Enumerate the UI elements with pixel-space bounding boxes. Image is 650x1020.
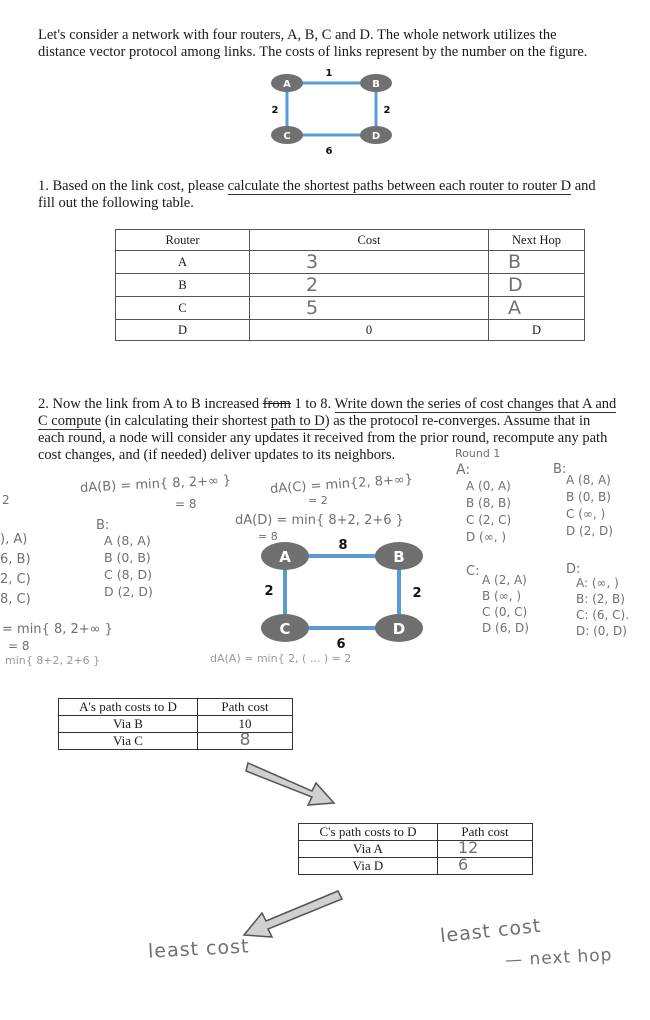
q2-line-2 bbox=[38, 413, 628, 430]
left-edge-line: 6, B) bbox=[0, 552, 31, 567]
diagram2-label-a: A bbox=[279, 548, 291, 566]
q1-line-1 bbox=[38, 178, 628, 195]
router-cell: D bbox=[116, 320, 250, 341]
right-d-line: D: (0, D) bbox=[576, 624, 627, 638]
right-b-line: C (∞, ) bbox=[566, 507, 606, 521]
diagram2-label-d: D bbox=[392, 620, 406, 638]
router-cell: A bbox=[116, 251, 250, 274]
diagram1-label-a: A bbox=[283, 79, 291, 90]
right-c-line: C (0, C) bbox=[482, 605, 528, 619]
router-cell: C bbox=[116, 297, 250, 320]
left-b-line: B (0, B) bbox=[104, 550, 151, 565]
right-a-line: C (2, C) bbox=[466, 513, 512, 527]
table-row bbox=[59, 716, 293, 733]
q2-underlined-path: path to D bbox=[270, 413, 325, 429]
c-via: Via A bbox=[299, 841, 438, 858]
left-b-line: C (8, D) bbox=[104, 567, 152, 582]
network-diagram-1 bbox=[255, 60, 415, 160]
diagram1-cost-ab: 1 bbox=[325, 68, 333, 79]
right-c-table bbox=[482, 572, 529, 636]
right-d-line: A: (∞, ) bbox=[576, 576, 619, 590]
a-via: Via C bbox=[59, 733, 198, 750]
intro-paragraph bbox=[38, 27, 628, 61]
table-row bbox=[116, 274, 585, 297]
c-header-cost: Path cost bbox=[438, 824, 533, 841]
table-header-row bbox=[299, 824, 533, 841]
a-header-cost: Path cost bbox=[198, 699, 293, 716]
next-hop-cell bbox=[489, 251, 585, 274]
right-a-table bbox=[466, 478, 511, 546]
eq-da-c: dA(C) = min{2, 8+∞} bbox=[269, 472, 414, 497]
a-cost-cell bbox=[198, 730, 293, 750]
q2-strikethrough: from bbox=[262, 396, 291, 412]
c-cost-hand: 12 bbox=[458, 838, 479, 857]
right-a-label: A: bbox=[456, 462, 471, 478]
intro-line-1: Let's consider a network with four routers, A, B, C and D. The whole network utilizes the bbox=[38, 27, 557, 43]
next-hop-cell bbox=[489, 297, 585, 320]
diagram1-cost-ac: 2 bbox=[271, 105, 279, 116]
right-b-line: D (2, D) bbox=[566, 524, 613, 538]
next-hop-cell bbox=[489, 274, 585, 297]
q1-text: 1. Based on the link cost, please bbox=[38, 178, 228, 194]
q2-text-c: ) as the protocol re-converges. Assume that in bbox=[324, 413, 591, 429]
diagram1-label-b: B bbox=[372, 79, 380, 90]
right-b-table bbox=[566, 472, 613, 540]
cost-value: 3 bbox=[306, 251, 319, 273]
left-b-line: A (8, A) bbox=[104, 533, 151, 548]
c-via: Via D bbox=[299, 858, 438, 875]
diagram1-label-c: C bbox=[283, 131, 291, 142]
shortest-path-table bbox=[115, 229, 585, 341]
eq-da-d-result: = 8 bbox=[258, 530, 278, 543]
table-row bbox=[299, 841, 533, 858]
left-b-line: D (2, D) bbox=[104, 584, 153, 599]
left-edge-column bbox=[0, 530, 31, 610]
q2-underlined-c: C compute bbox=[38, 413, 102, 429]
diagram2-cost-ab: 8 bbox=[338, 538, 348, 553]
q1-text-end: and bbox=[571, 178, 596, 194]
table-header-row bbox=[116, 230, 585, 251]
header-router: Router bbox=[116, 230, 250, 251]
a-header: A's path costs to D bbox=[59, 699, 198, 716]
a-cost-hand: 8 bbox=[239, 730, 251, 750]
a-cost: 10 bbox=[198, 716, 293, 733]
next-hop-cell: D bbox=[489, 320, 585, 341]
diagram2-label-b: B bbox=[393, 548, 405, 566]
cost-value: 5 bbox=[306, 297, 319, 319]
table-row bbox=[116, 251, 585, 274]
right-c-line: A (2, A) bbox=[482, 573, 527, 587]
header-next-hop: Next Hop bbox=[489, 230, 585, 251]
right-a-line: A (0, A) bbox=[466, 479, 511, 493]
cost-value: 2 bbox=[306, 274, 319, 296]
right-a-line: B (8, B) bbox=[466, 496, 511, 510]
diagram2-cost-ac: 2 bbox=[264, 584, 274, 599]
left-edge-line: ), A) bbox=[0, 532, 28, 547]
right-d-line: B: (2, B) bbox=[576, 592, 625, 606]
bottom-partial-eq-2: dA(A) = min{ 2, ( ... ) = 2 bbox=[210, 652, 352, 665]
eq-da-b-result: = 8 bbox=[175, 497, 197, 511]
eq-da-c-result: = 2 bbox=[308, 494, 328, 507]
diagram2-links bbox=[285, 556, 399, 628]
a-path-cost-table bbox=[58, 698, 293, 750]
least-cost-right: least cost bbox=[439, 914, 543, 948]
diagram2-label-c: C bbox=[279, 620, 291, 638]
diagram1-cost-bd: 2 bbox=[383, 105, 391, 116]
q1-line-2: fill out the following table. bbox=[38, 195, 194, 211]
right-b-line: B (0, B) bbox=[566, 490, 611, 504]
network-diagram-2 bbox=[245, 530, 445, 650]
table-row bbox=[59, 733, 293, 750]
router-cell: B bbox=[116, 274, 250, 297]
cost-cell: 0 bbox=[250, 320, 489, 341]
diagram1-cost-cd: 6 bbox=[325, 146, 333, 157]
right-c-label: C: bbox=[466, 564, 480, 579]
a-via: Via B bbox=[59, 716, 198, 733]
c-cost-cell bbox=[438, 855, 533, 875]
table-row bbox=[116, 320, 585, 341]
right-c-line: B (∞, ) bbox=[482, 589, 522, 603]
right-b-label: B: bbox=[553, 462, 567, 477]
q2-mid: (in calculating their shortest bbox=[101, 413, 271, 429]
header-cost: Cost bbox=[250, 230, 489, 251]
q2-line-1 bbox=[38, 396, 628, 413]
q2-underlined: Write down the series of cost changes that A and bbox=[334, 396, 617, 412]
question-1 bbox=[38, 178, 628, 212]
bottom-partial-eq: min{ 8+2, 2+6 } bbox=[5, 654, 101, 667]
table-row bbox=[299, 858, 533, 875]
cost-cell bbox=[250, 251, 489, 274]
right-d-label: D: bbox=[566, 562, 581, 577]
q2-text-b: 1 to 8. bbox=[290, 396, 335, 412]
arrow-down-right-icon bbox=[240, 755, 340, 815]
q2-text: 2. Now the link from A to B increased bbox=[38, 396, 263, 412]
left-b-table bbox=[104, 532, 153, 600]
left-edge-line: 8, C) bbox=[0, 592, 31, 607]
round-1-label: Round 1 bbox=[455, 447, 501, 460]
diagram2-cost-cd: 6 bbox=[336, 637, 346, 650]
cost-cell bbox=[250, 297, 489, 320]
left-min-result: = 8 bbox=[8, 639, 30, 653]
question-2 bbox=[38, 396, 628, 464]
left-edge-0: 2 bbox=[2, 493, 10, 507]
diagram1-links bbox=[287, 83, 376, 135]
c-path-cost-table bbox=[298, 823, 533, 875]
intro-line-2: distance vector protocol among links. The costs of links represent by the number on the figure. bbox=[38, 44, 588, 60]
next-hop-value: B bbox=[508, 251, 522, 273]
q2-line-4: cost changes, and (if needed) deliver updates to its neighbors. bbox=[38, 447, 396, 463]
least-cost-left: least cost bbox=[147, 935, 250, 963]
eq-da-d: dA(D) = min{ 8+2, 2+6 } bbox=[235, 513, 404, 528]
diagram1-label-d: D bbox=[371, 131, 381, 142]
next-hop-value: A bbox=[508, 297, 521, 319]
q2-line-3: each round, a node will consider any updates it received from the prior round, recompute any path bbox=[38, 430, 608, 446]
right-d-table bbox=[576, 575, 629, 639]
c-cost-hand: 6 bbox=[458, 855, 469, 874]
q1-underlined: calculate the shortest paths between each router to router D bbox=[227, 178, 572, 194]
right-d-line: C: (6, C). bbox=[576, 608, 630, 622]
next-hop-note: — next hop bbox=[504, 945, 613, 971]
next-hop-value: D bbox=[508, 274, 523, 296]
left-min-eq: = min{ 8, 2+∞ } bbox=[2, 622, 113, 637]
eq-da-b: dA(B) = min{ 8, 2+∞ } bbox=[79, 473, 232, 496]
right-c-line: D (6, D) bbox=[482, 621, 529, 635]
c-header: C's path costs to D bbox=[299, 824, 438, 841]
right-b-line: A (8, A) bbox=[566, 473, 611, 487]
table-header-row bbox=[59, 699, 293, 716]
left-edge-line: 2, C) bbox=[0, 572, 31, 587]
left-b-label: B: bbox=[96, 518, 110, 533]
cost-cell bbox=[250, 274, 489, 297]
diagram2-cost-bd: 2 bbox=[412, 586, 422, 601]
table-row bbox=[116, 297, 585, 320]
right-a-line: D (∞, ) bbox=[466, 530, 507, 544]
